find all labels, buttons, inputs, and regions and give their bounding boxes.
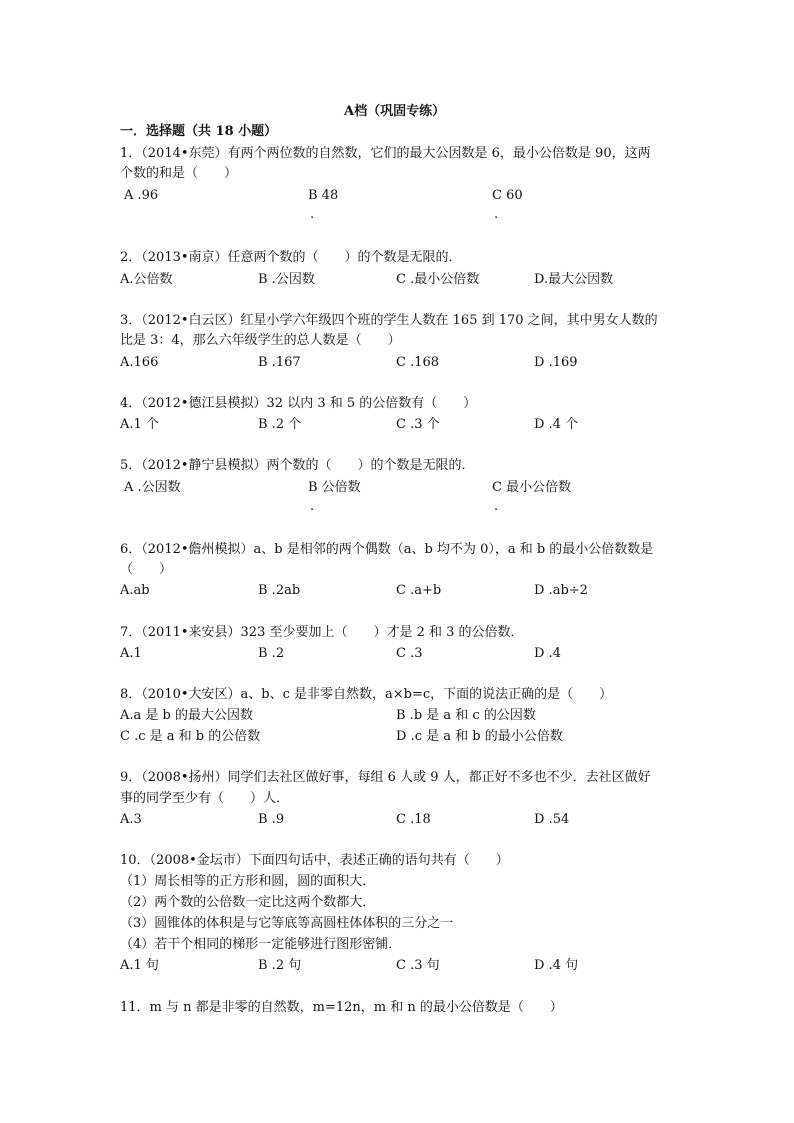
q7-option-c[interactable]: C .3 <box>396 646 423 661</box>
q5-stem: 5．（2012•静宁县模拟）两个数的（ ）的个数是无限的． <box>120 458 475 473</box>
q1-dot-b: . <box>310 207 315 222</box>
q2-stem: 2．（2013•南京）任意两个数的（ ）的个数是无限的． <box>120 250 462 265</box>
q6-option-a[interactable]: A.ab <box>120 583 150 598</box>
q9-option-d[interactable]: D .54 <box>534 812 570 827</box>
q1-stem-line2: 个数的和是（ ） <box>120 166 238 181</box>
q2-option-a[interactable]: A.公倍数 <box>120 272 173 287</box>
q4-option-d[interactable]: D .4 个 <box>534 417 579 432</box>
q1-dot-c: . <box>494 207 499 222</box>
q1-option-b[interactable]: B 48 <box>308 188 339 203</box>
q9-option-b[interactable]: B .9 <box>258 812 285 827</box>
q6-stem-line2: （ ） <box>120 562 173 577</box>
q10-option-d[interactable]: D .4 句 <box>534 958 579 973</box>
q3-option-c[interactable]: C .168 <box>396 355 440 370</box>
q7-option-a[interactable]: A.1 <box>120 646 142 661</box>
q10-line-2: （2）两个数的公倍数一定比这两个数都大． <box>120 895 376 910</box>
q8-option-d[interactable]: D .c 是 a 和 b 的最小公倍数 <box>396 729 563 744</box>
q7-stem: 7．（2011•来安县）323 至少要加上（ ）才是 2 和 3 的公倍数． <box>120 625 524 640</box>
q9-option-a[interactable]: A.3 <box>120 812 142 827</box>
q10-line-3: （3）圆锥体的体积是与它等底等高圆柱体体积的三分之一 <box>120 916 454 931</box>
q8-option-a[interactable]: A.a 是 b 的最大公因数 <box>120 708 253 723</box>
q1-stem-line1: 1．（2014•东莞）有两个两位数的自然数，它们的最大公因数是 6，最小公倍数是 90，这两 <box>120 146 651 161</box>
q5-dot-b: . <box>310 499 315 514</box>
q5-option-c[interactable]: C 最小公倍数 <box>492 480 572 495</box>
q8-stem: 8．（2010•大安区）a、b、c 是非零自然数，a×b=c，下面的说法正确的是（ ） <box>120 687 613 702</box>
page-title: A档（巩固专练） <box>344 104 446 119</box>
q1-option-c[interactable]: C 60 <box>492 188 523 203</box>
q5-option-a[interactable]: A .公因数 <box>124 480 181 495</box>
q9-option-c[interactable]: C .18 <box>396 812 431 827</box>
q8-option-b[interactable]: B .b 是 a 和 c 的公因数 <box>396 708 536 723</box>
q9-stem-line1: 9．（2008•扬州）同学们去社区做好事，每组 6 人或 9 人，都正好不多也不少．去社区做好 <box>120 770 651 785</box>
q3-stem-line1: 3．（2012•白云区）红星小学六年级四个班的学生人数在 165 到 170 之间，其中男女人数的 <box>120 313 658 328</box>
q10-option-a[interactable]: A.1 句 <box>120 958 159 973</box>
q10-option-c[interactable]: C .3 句 <box>396 958 440 973</box>
q6-option-c[interactable]: C .a+b <box>396 583 442 598</box>
section-heading: 一．选择题（共 18 小题） <box>120 124 278 139</box>
q6-stem-line1: 6．（2012•儋州模拟）a、b 是相邻的两个偶数（a、b 均不为 0），a 和 b 的最小公倍数数是 <box>120 542 654 557</box>
q11-stem: 11．m 与 n 都是非零的自然数，m=12n，m 和 n 的最小公倍数是（ ） <box>120 1000 563 1015</box>
q7-option-d[interactable]: D .4 <box>534 646 561 661</box>
q10-line-4: （4）若干个相同的梯形一定能够进行图形密铺． <box>120 937 402 952</box>
q6-option-b[interactable]: B .2ab <box>258 583 301 598</box>
q1-option-a[interactable]: A .96 <box>124 188 159 203</box>
q5-dot-c: . <box>494 499 499 514</box>
q10-line-1: （1）周长相等的正方形和圆，圆的面积大． <box>120 874 376 889</box>
q3-stem-line2: 比是 3：4，那么六年级学生的总人数是（ ） <box>120 333 401 348</box>
q4-option-b[interactable]: B .2 个 <box>258 417 302 432</box>
q2-option-c[interactable]: C .最小公倍数 <box>396 272 480 287</box>
q6-option-d[interactable]: D .ab÷2 <box>534 583 588 598</box>
q3-option-a[interactable]: A.166 <box>120 355 159 370</box>
q10-stem: 10．（2008•金坛市）下面四句话中，表述正确的语句共有（ ） <box>120 853 509 868</box>
q4-stem: 4．（2012•德江县模拟）32 以内 3 和 5 的公倍数有（ ） <box>120 396 477 411</box>
q8-option-c[interactable]: C .c 是 a 和 b 的公倍数 <box>120 729 261 744</box>
q5-option-b[interactable]: B 公倍数 <box>308 480 361 495</box>
q9-stem-line2: 事的同学至少有（ ）人． <box>120 791 290 806</box>
q3-option-b[interactable]: B .167 <box>258 355 301 370</box>
q4-option-a[interactable]: A.1 个 <box>120 417 159 432</box>
q2-option-b[interactable]: B .公因数 <box>258 272 315 287</box>
q7-option-b[interactable]: B .2 <box>258 646 285 661</box>
q10-option-b[interactable]: B .2 句 <box>258 958 302 973</box>
q2-option-d[interactable]: D.最大公因数 <box>534 272 614 287</box>
q3-option-d[interactable]: D .169 <box>534 355 578 370</box>
q4-option-c[interactable]: C .3 个 <box>396 417 440 432</box>
